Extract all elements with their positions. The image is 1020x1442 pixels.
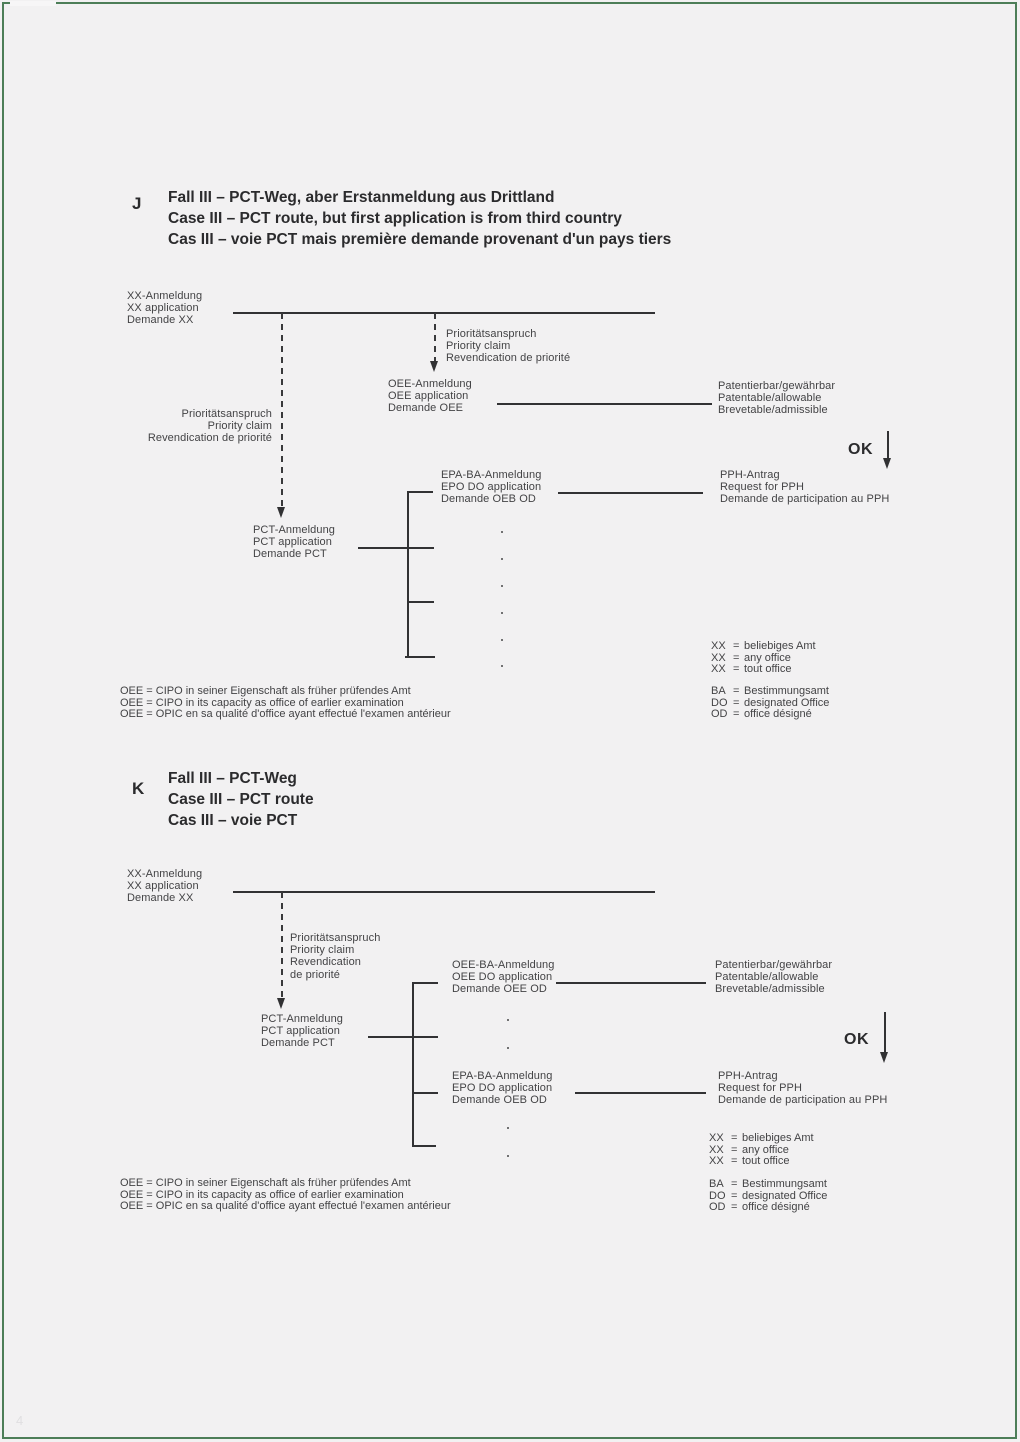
label-line: Priority claim (207, 420, 272, 433)
label-line: PCT application (253, 536, 332, 549)
bracket-stub-top-j (407, 491, 433, 493)
label-line: Revendication de priorité (147, 432, 272, 445)
label-line: Revendication de priorité (446, 352, 571, 365)
label-line: XX application (127, 880, 199, 893)
priority-claim-label-left-j (120, 408, 272, 445)
legend-ba-j (711, 686, 829, 721)
label-line: EPO DO application (441, 481, 542, 494)
label-line: Brevetable/admissible (715, 983, 825, 996)
equals-sign: = (731, 1201, 738, 1214)
legend-line: OEE = CIPO in seiner Eigenschaft als früher prüfendes Amt (120, 1177, 411, 1189)
bracket-vertical-j (407, 492, 409, 657)
legend-def: Bestimmungsamt (744, 685, 829, 697)
ok-arrow-line-j (887, 431, 889, 459)
pct-application-label-k (261, 1013, 343, 1050)
connector-oee-patentable-k (556, 982, 706, 984)
equals-sign: = (733, 696, 740, 709)
section-k-letter: K (132, 779, 145, 798)
legend-def: any office (742, 1143, 789, 1156)
bracket-vertical-k (412, 982, 414, 1146)
timeline-j (233, 312, 655, 314)
label-line: Demande de participation au PPH (718, 1094, 888, 1107)
label-line: Demande XX (127, 314, 194, 327)
label-line: Prioritätsanspruch (290, 932, 381, 944)
ok-arrowhead-j (883, 458, 891, 469)
priority-claim-label-k (290, 932, 380, 981)
ok-arrow-line-k (884, 1012, 886, 1053)
label-line: Demande OEE OD (452, 983, 547, 996)
equals-sign: = (733, 685, 740, 697)
ok-label-k: OK (844, 1031, 869, 1048)
epa-ba-application-label-k (452, 1070, 552, 1107)
legend-def: any office (744, 651, 791, 664)
label-line: Demande OEB OD (452, 1094, 547, 1107)
label-line: OEE-BA-Anmeldung (452, 959, 555, 971)
legend-abbr: OD (711, 708, 728, 721)
label-line: PCT-Anmeldung (261, 1013, 344, 1025)
legend-abbr: BA (711, 685, 726, 697)
legend-line: OEE = CIPO in its capacity as office of earlier examination (120, 696, 404, 709)
label-line: Demande OEE (388, 402, 464, 415)
label-line: Patentable/allowable (718, 392, 822, 405)
legend-row (711, 709, 829, 721)
legend-abbr: DO (709, 1189, 726, 1202)
legend-def: beliebiges Amt (742, 1132, 814, 1144)
label-line: Request for PPH (720, 481, 805, 494)
pph-request-label-j (720, 469, 889, 506)
label-line: OEE-Anmeldung (388, 378, 472, 390)
legend-row (709, 1179, 827, 1191)
section-k-title-en: Case III – PCT route (168, 791, 314, 808)
bracket-stub-mid-k (412, 1092, 438, 1094)
label-line: Priority claim (290, 944, 355, 957)
priority-dashed-line-right-j (434, 313, 436, 362)
section-j-title-fr: Cas III – voie PCT mais première demande provenant d'un pays tiers (168, 231, 672, 248)
label-line: Patentierbar/gewährbar (718, 380, 836, 392)
bracket-stub-bottom-j (405, 656, 435, 658)
page-border-notch (10, 1, 56, 6)
ok-label-j: OK (848, 441, 873, 458)
timeline-k (233, 891, 655, 893)
label-line: PCT-Anmeldung (253, 524, 336, 536)
legend-line: OEE = CIPO in its capacity as office of earlier examination (120, 1188, 404, 1201)
oee-ba-application-label-k (452, 959, 554, 996)
label-line: Patentable/allowable (715, 971, 819, 984)
legend-oee-k (120, 1178, 451, 1213)
legend-row (711, 664, 816, 676)
label-line: EPA-BA-Anmeldung (452, 1070, 553, 1082)
priority-dashed-line-k (281, 892, 283, 999)
bracket-pct-line-j (358, 547, 434, 549)
legend-abbr: XX (709, 1155, 724, 1168)
label-line: Priority claim (446, 340, 511, 353)
legend-def: office désigné (744, 708, 812, 721)
legend-xx-k (709, 1133, 814, 1168)
label-line: de priorité (290, 968, 341, 981)
page-number: 4 (16, 1413, 24, 1428)
bracket-pct-line-k (368, 1036, 438, 1038)
label-line: Prioritätsanspruch (446, 328, 537, 340)
equals-sign: = (733, 651, 740, 664)
epa-ba-application-label-j (441, 469, 541, 506)
legend-abbr: OD (709, 1201, 726, 1214)
legend-def: Bestimmungsamt (742, 1178, 827, 1190)
connector-epa-pph-j (558, 492, 703, 494)
label-line: PPH-Antrag (720, 469, 780, 481)
priority-arrowhead-right-j (430, 361, 438, 372)
section-j-title-de: Fall III – PCT-Weg, aber Erstanmeldung aus Drittland (168, 189, 555, 206)
legend-row (709, 1133, 814, 1145)
equals-sign: = (731, 1189, 738, 1202)
legend-row (709, 1156, 814, 1168)
legend-ba-k (709, 1179, 827, 1214)
section-j-title-en: Case III – PCT route, but first application is from third country (168, 210, 622, 227)
legend-def: beliebiges Amt (744, 640, 816, 652)
legend-def: designated Office (744, 696, 830, 709)
legend-line: OEE = OPIC en sa qualité d'office ayant effectué l'examen antérieur (120, 1200, 451, 1213)
legend-row (711, 686, 829, 698)
legend-abbr: BA (709, 1178, 724, 1190)
legend-def: tout office (742, 1155, 790, 1168)
legend-abbr: XX (711, 651, 726, 664)
bracket-stub-mid-j (407, 601, 434, 603)
label-line: Demande PCT (261, 1037, 335, 1050)
xx-application-label-k (127, 868, 202, 905)
pph-request-label-k (718, 1070, 887, 1107)
label-line: Brevetable/admissible (718, 404, 828, 417)
legend-line: OEE = CIPO in seiner Eigenschaft als früher prüfendes Amt (120, 685, 411, 697)
bracket-stub-bottom-k (412, 1145, 436, 1147)
label-line: Demande XX (127, 892, 194, 905)
oee-application-label-j (388, 378, 472, 415)
legend-abbr: XX (711, 640, 726, 652)
section-j-title (168, 187, 671, 250)
legend-line: OEE = OPIC en sa qualité d'office ayant effectué l'examen antérieur (120, 708, 451, 721)
legend-abbr: DO (711, 696, 728, 709)
priority-claim-label-right-j (446, 328, 570, 365)
label-line: PCT application (261, 1025, 340, 1038)
legend-def: office désigné (742, 1201, 810, 1214)
label-line: Request for PPH (718, 1082, 803, 1095)
equals-sign: = (731, 1143, 738, 1156)
label-line: Demande OEB OD (441, 493, 536, 506)
label-line: EPA-BA-Anmeldung (441, 469, 542, 481)
legend-row (711, 641, 816, 653)
legend-abbr: XX (711, 663, 726, 676)
label-line: Patentierbar/gewährbar (715, 959, 833, 971)
equals-sign: = (733, 640, 740, 652)
section-k-title (168, 768, 314, 831)
label-line: Prioritätsanspruch (181, 408, 272, 420)
priority-arrowhead-k (277, 998, 285, 1009)
priority-arrowhead-left-j (277, 507, 285, 518)
label-line: XX application (127, 302, 199, 315)
legend-def: designated Office (742, 1189, 828, 1202)
label-line: Demande de participation au PPH (720, 493, 890, 506)
legend-xx-j (711, 641, 816, 676)
section-k-title-fr: Cas III – voie PCT (168, 812, 298, 829)
section-k-title-de: Fall III – PCT-Weg (168, 770, 297, 787)
label-line: PPH-Antrag (718, 1070, 778, 1082)
equals-sign: = (733, 708, 740, 721)
label-line: XX-Anmeldung (127, 290, 203, 302)
label-line: Demande PCT (253, 548, 327, 561)
pct-application-label-j (253, 524, 335, 561)
patentable-label-j (718, 380, 835, 417)
label-line: OEE DO application (452, 971, 553, 984)
patentable-label-k (715, 959, 832, 996)
bracket-stub-top-k (412, 982, 438, 984)
legend-abbr: XX (709, 1143, 724, 1156)
connector-oee-patentable-j (497, 403, 712, 405)
equals-sign: = (733, 663, 740, 676)
legend-oee-j (120, 686, 451, 721)
xx-application-label-j (127, 290, 202, 327)
equals-sign: = (731, 1155, 738, 1168)
equals-sign: = (731, 1132, 738, 1144)
label-line: XX-Anmeldung (127, 868, 203, 880)
connector-epa-pph-k (575, 1092, 706, 1094)
legend-def: tout office (744, 663, 792, 676)
label-line: OEE application (388, 390, 469, 403)
legend-row (709, 1202, 827, 1214)
section-j-letter: J (132, 194, 142, 213)
label-line: Revendication (290, 956, 362, 969)
ok-arrowhead-k (880, 1052, 888, 1063)
legend-abbr: XX (709, 1132, 724, 1144)
equals-sign: = (731, 1178, 738, 1190)
priority-dashed-line-left-j (281, 313, 283, 508)
label-line: EPO DO application (452, 1082, 553, 1095)
